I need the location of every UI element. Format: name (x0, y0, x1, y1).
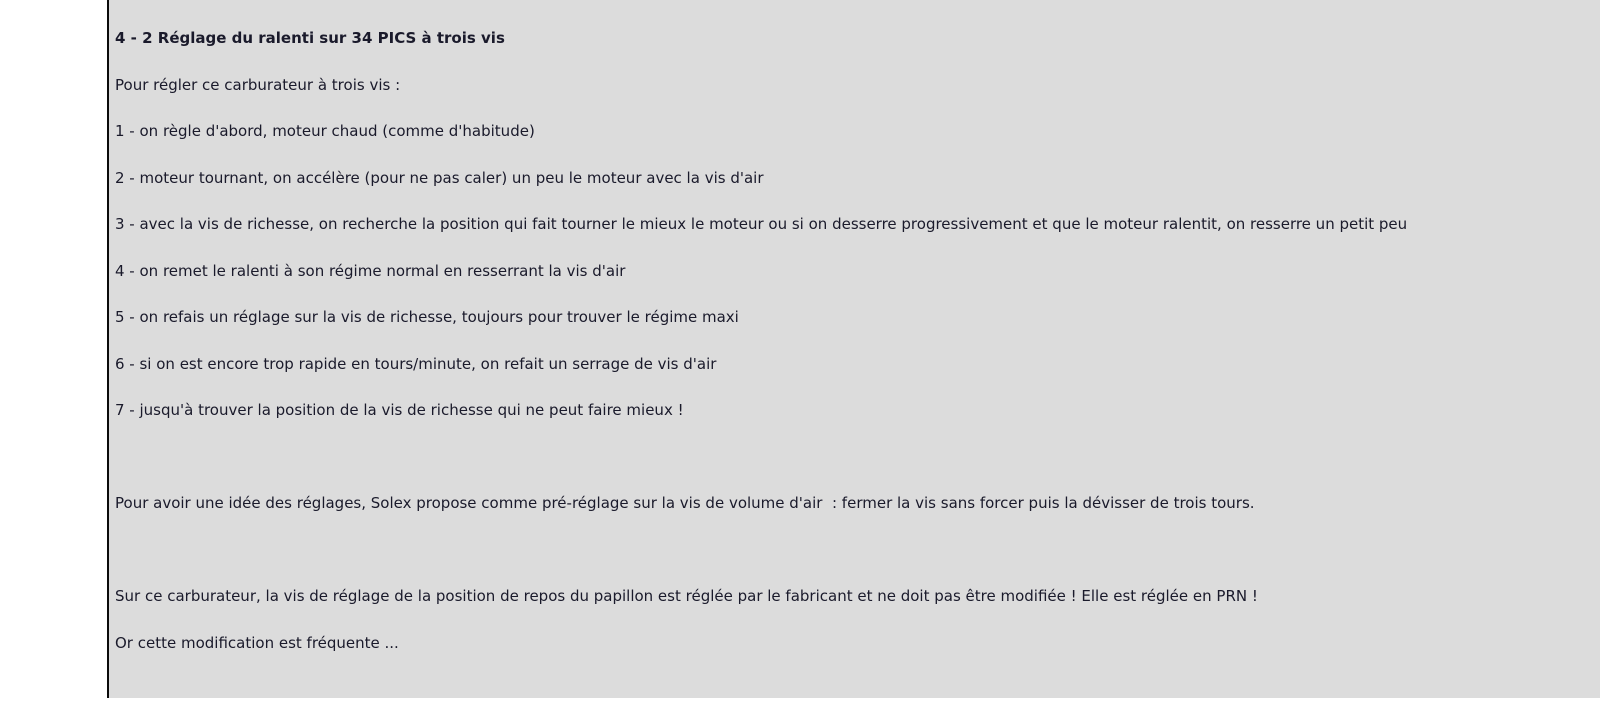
step-line-3: 3 - avec la vis de richesse, on recherche la position qui fait tourner le mieux le moteur ou si on desserre progressivement et que le moteur ralentit, on resserre un petit peu (115, 215, 1408, 233)
closing-note: Or cette modification est fréquente ... (115, 633, 399, 652)
step-line-6: 6 - si on est encore trop rapide en tours/minute, on refait un serrage de vis d'air (115, 354, 717, 373)
blank-line (115, 448, 1588, 495)
intro-line: Pour régler ce carburateur à trois vis : (115, 75, 401, 94)
preset-note: Pour avoir une idée des réglages, Solex propose comme pré-réglage sur la vis de volume d'air : fermer la vis sans forcer puis la dévisser de trois tours. (115, 494, 1255, 512)
blank-line (115, 541, 1588, 588)
page-left-margin (0, 0, 107, 701)
step-line-2: 2 - moteur tournant, on accélère (pour ne pas caler) un peu le moteur avec la vis d'air (115, 168, 764, 187)
step-line-5: 5 - on refais un réglage sur la vis de richesse, toujours pour trouver le régime maxi (115, 308, 739, 326)
content-panel (107, 0, 1600, 698)
step-line-4: 4 - on remet le ralenti à son régime normal en resserrant la vis d'air (115, 261, 626, 280)
section-heading: 4 - 2 Réglage du ralenti sur 34 PICS à trois vis (115, 29, 505, 47)
factory-warning-note: Sur ce carburateur, la vis de réglage de la position de repos du papillon est réglée par le fabricant et ne doit pas être modifiée ! Elle est réglée en PRN ! (115, 587, 1258, 605)
step-line-1: 1 - on règle d'abord, moteur chaud (comme d'habitude) (115, 122, 535, 140)
step-line-7: 7 - jusqu'à trouver la position de la vis de richesse qui ne peut faire mieux ! (115, 401, 684, 419)
